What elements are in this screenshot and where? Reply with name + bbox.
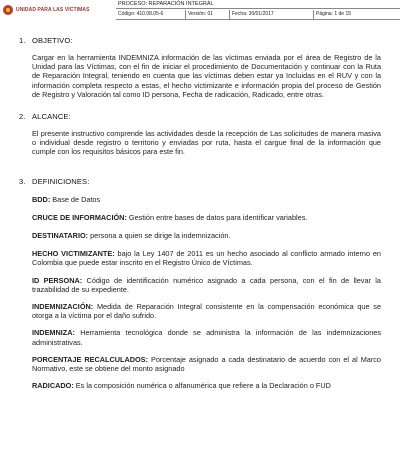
definition-text: Base de Datos — [50, 194, 101, 204]
definition-item — [32, 381, 381, 390]
document-code: Código: 410.08.05-6 — [116, 10, 186, 19]
definition-text: Porcentaje asignado a cada destinatario de acuerdo con el al Marco Normativo, este se obtiene del monto asignado — [32, 354, 381, 374]
definition-text: persona a quien se dirige la indemnización. — [88, 231, 231, 241]
definition-term: RADICADO — [32, 381, 72, 391]
section-title — [19, 112, 381, 121]
logo — [0, 0, 106, 19]
logo-text: UNIDAD PARA LAS VÍCTIMAS — [16, 6, 90, 13]
section-title — [19, 36, 381, 45]
document-version: Versión: 01 — [186, 10, 230, 19]
definition-term: BDD — [32, 194, 48, 204]
definition-separator: : — [72, 328, 75, 338]
process-name: PROCESO: REPARACIÓN INTEGRAL — [116, 0, 400, 9]
definition-separator: : — [85, 231, 89, 241]
document-body — [19, 36, 381, 390]
definition-separator: : — [112, 249, 115, 259]
section-title-text: DEFINICIONES: — [32, 176, 90, 186]
section-objetivo — [19, 36, 381, 99]
header-divider — [116, 19, 400, 20]
section-title — [19, 177, 381, 186]
definition-term: PORCENTAJE RECALCULADOS — [32, 354, 146, 364]
definition-text: bajo la Ley 1407 de 2011 es un hecho asociado al conflicto armado interno en Colombia que puede estar inscrito en el Registro Único de Víctimas. — [32, 249, 381, 268]
page-number: Página: 1 de 15 — [316, 11, 352, 17]
definition-term: HECHO VICTIMIZANTE — [32, 249, 113, 259]
definition-text: Código de identificación numérico asignado a cada persona, con el fin de llevar la trazabilidad de su expediente. — [32, 275, 381, 294]
definition-item — [32, 276, 381, 294]
definition-separator: : — [71, 381, 74, 391]
definition-separator: : — [47, 194, 51, 204]
section-paragraph: Cargar en la herramienta INDEMNIZA información de las víctimas enviada por el área de Registro de la Unidad para las Víctimas, con el fin de iniciar el procedimiento de Documentación y continuar con la Ruta de Reparación Integral, teniendo en cuenta que las víctimas deben estar ya Incluidas en el RUV y con la información completa respecto a estas, el hecho victimizante e información propia del proceso de Gestión de Registro y Valoración tal como ID persona, Fecha de radicación, Radicado, entre otras. — [32, 53, 381, 99]
definition-term: CRUCE DE INFORMACIÓN — [32, 212, 125, 222]
definition-text: Medida de Reparación Integral consistente en la compensación económica que se otorga a la víctima por el daño sufrido. — [32, 302, 381, 321]
definition-separator: : — [79, 275, 83, 285]
section-number: 1. — [19, 36, 26, 45]
definition-item — [32, 302, 381, 320]
definition-separator: : — [145, 354, 148, 364]
definition-item — [32, 195, 381, 204]
definition-term: ID PERSONA — [32, 275, 80, 285]
definition-term: DESTINATARIO — [32, 231, 86, 241]
definition-item — [32, 328, 381, 346]
section-alcance — [19, 112, 381, 157]
definition-term: INDEMNIZACIÓN — [32, 302, 91, 312]
section-definiciones — [19, 177, 381, 391]
definition-item — [32, 231, 381, 240]
section-number: 3. — [19, 176, 26, 186]
definitions-list — [19, 195, 381, 391]
section-number: 2. — [19, 112, 26, 122]
document-header — [0, 0, 400, 20]
definition-text: Es la composición numérica o alfanumérica que refiere a la Declaración o FUD — [73, 381, 331, 391]
document-control-row — [116, 10, 400, 19]
definition-term: INDEMNIZA — [32, 328, 73, 338]
section-paragraph: El presente instructivo comprende las actividades desde la recepción de Las solicitudes de manera masiva o individual desde registro o territorio y enviadas por ruta, hasta el cargue final de la información que cumple con los requisitos básicos para este fin. — [32, 129, 381, 157]
definition-item — [32, 249, 381, 267]
definition-item — [32, 355, 381, 373]
definition-item — [32, 213, 381, 222]
section-title-text: OBJETIVO: — [32, 36, 73, 45]
section-title-text: ALCANCE: — [32, 112, 71, 122]
definition-text: Gestión entre bases de datos para identificar variables. — [126, 212, 308, 222]
document-date: Fecha: 30/01/2017 — [230, 10, 314, 19]
definition-separator: : — [124, 212, 127, 222]
definition-separator: : — [90, 302, 94, 312]
victims-unit-logo-icon — [3, 5, 13, 15]
definition-text: Herramienta tecnológica donde se administra la información de las indemnizaciones administrativas. — [32, 328, 381, 347]
